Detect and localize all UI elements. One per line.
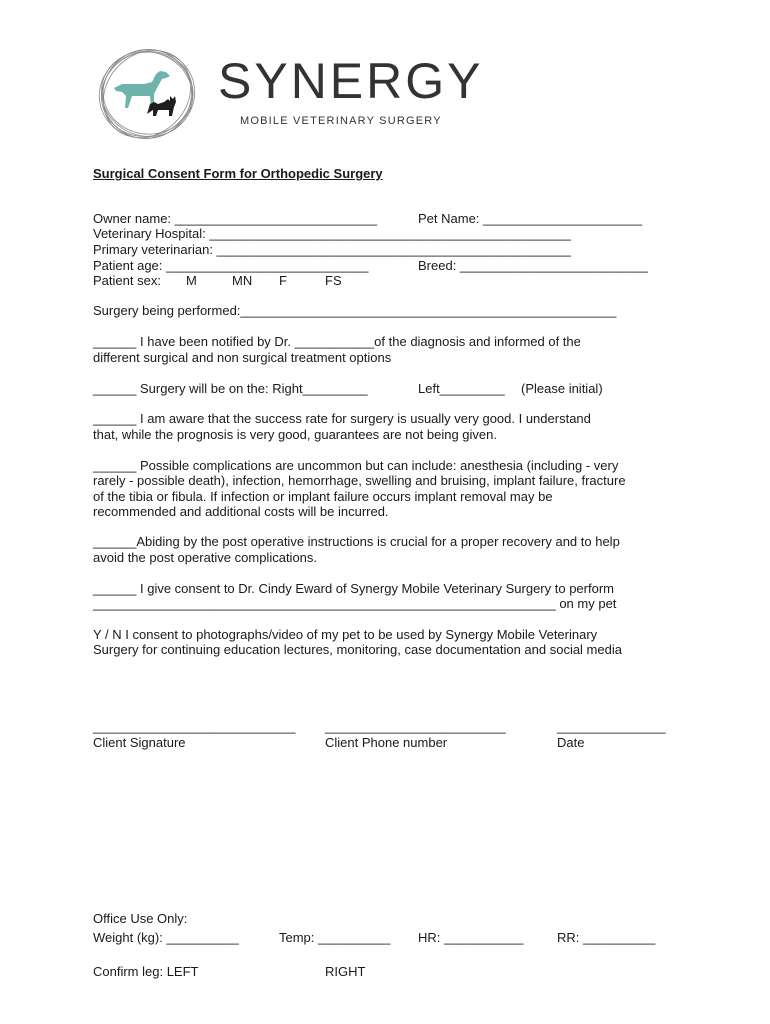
primary-veterinarian-field[interactable]: Primary veterinarian: _________________________________________________ [93,242,571,257]
surgery-side-left[interactable]: Left_________ [418,381,505,396]
surgery-side-right[interactable]: ______ Surgery will be on the: Right_________ [93,381,368,396]
consent-line-1[interactable]: ______ I give consent to Dr. Cindy Eward of Synergy Mobile Veterinary Surgery to perform [93,581,614,596]
sex-option-m[interactable]: M [186,273,197,288]
photo-consent-line-1[interactable]: Y / N I consent to photographs/video of my pet to be used by Synergy Mobile Veterinary [93,627,598,642]
please-initial-note: (Please initial) [521,381,603,396]
surgery-performed-field[interactable]: Surgery being performed:____________________________________________________ [93,303,617,318]
aware-line-1[interactable]: ______ I am aware that the success rate for surgery is usually very good. I understand [93,411,591,426]
veterinary-hospital-field[interactable]: Veterinary Hospital: __________________________________________________ [93,226,571,241]
confirm-leg-left[interactable]: Confirm leg: LEFT [93,964,199,979]
confirm-leg-right[interactable]: RIGHT [325,964,366,979]
temp-field[interactable]: Temp: __________ [279,930,391,945]
hr-field[interactable]: HR: ___________ [418,930,524,945]
notified-line-1[interactable]: ______ I have been notified by Dr. ___________of the diagnosis and informed of the [93,334,581,349]
brand-name: SYNERGY [218,53,484,109]
aware-line-2: that, while the prognosis is very good, guarantees are not being given. [93,427,497,442]
photo-consent-line-2: Surgery for continuing education lectures, monitoring, case documentation and social media [93,642,622,657]
complications-line-3: of the tibia or fibula. If infection or implant failure occurs implant removal may be [93,489,553,504]
brand-tagline: MOBILE VETERINARY SURGERY [240,115,442,127]
date-label: Date [557,735,585,750]
client-phone-line[interactable]: _________________________ [325,719,506,734]
abiding-line-1[interactable]: ______Abiding by the post operative instructions is crucial for a proper recovery and to help [93,534,620,549]
patient-age-field[interactable]: Patient age: ____________________________ [93,258,369,273]
office-use-heading: Office Use Only: [93,911,188,926]
date-line[interactable]: _______________ [557,719,666,734]
pet-name-field[interactable]: Pet Name: ______________________ [418,211,643,226]
client-phone-label: Client Phone number [325,735,448,750]
client-signature-label: Client Signature [93,735,186,750]
sex-option-f[interactable]: F [279,273,287,288]
breed-field[interactable]: Breed: __________________________ [418,258,648,273]
complications-line-1[interactable]: ______ Possible complications are uncommon but can include: anesthesia (including - very [93,458,619,473]
owner-name-field[interactable]: Owner name: ____________________________ [93,211,378,226]
complications-line-2: rarely - possible death), infection, hemorrhage, swelling and bruising, implant failure, fracture [93,473,626,488]
abiding-line-2: avoid the post operative complications. [93,550,318,565]
sex-option-mn[interactable]: MN [232,273,253,288]
patient-sex-label: Patient sex: [93,273,161,288]
rr-field[interactable]: RR: __________ [557,930,656,945]
client-signature-line[interactable]: ____________________________ [93,719,296,734]
weight-field[interactable]: Weight (kg): __________ [93,930,239,945]
form-title: Surgical Consent Form for Orthopedic Surgery [93,166,383,181]
notified-line-2: different surgical and non surgical treatment options [93,350,392,365]
consent-procedure-field[interactable]: ________________________________________________________________ on my pet [93,596,617,611]
synergy-logo-icon [92,44,202,144]
complications-line-4: recommended and additional costs will be incurred. [93,504,389,519]
sex-option-fs[interactable]: FS [325,273,342,288]
